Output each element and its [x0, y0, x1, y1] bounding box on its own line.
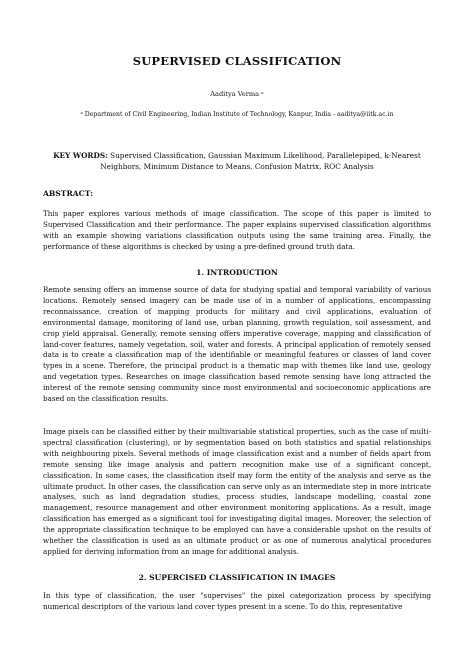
- section-2-paragraph-1: In this type of classification, the user "supervises" the pixel categorization process by specifying numerical descriptors of the various land cover types present in a scene. To do this, representative: [43, 591, 431, 611]
- keywords-label: KEY WORDS:: [53, 151, 108, 160]
- abstract-heading: ABSTRACT:: [43, 189, 93, 198]
- section-2-heading: 2. SUPERCISED CLASSIFICATION IN IMAGES: [138, 573, 336, 582]
- author-line: Aaditya Verma ᵃ: [210, 90, 264, 98]
- section-1-paragraph-1: Remote sensing offers an immense source of data for studying spatial and temporal variability of various locations. Remotely sensed imagery can be made use of in a number of applications, encompassing reconnaissance, creation of mapping products for military and civil applications, evaluation of environmental damage, monitoring of land use, urban planning, growth regulation, soil assessment, and crop yield appraisal. Generally, remote sensing offers imperative coverage, mapping and classification of land-cover features, namely vegetation, soil, water and forests. A principal application of remotely sensed data is to create a classification map of the identifiable or meaningful features or classes of land cover types in a scene. Therefore, the principal product is a thematic map with themes like land use, geology and vegetation types. Researches on image classification based remote sensing have long attracted the interest of the remote sensing community since most environmental and socioeconomic applications are based on the classification results.: [43, 285, 431, 404]
- abstract-text: This paper explores various methods of image classification. The scope of this paper is limited to Supervised Classification and their performance. The paper explains supervised classification algorithms with an example showing variations classification outputs using the same training area. Finally, the performance of these algorithms is checked by using a pre-defined ground truth data.: [43, 209, 431, 251]
- section-1-paragraph-2: Image pixels can be classified either by their multivariable statistical properties, such as the case of multi-spectral classification (clustering), or by segmentation based on both statistics and spatial relationships with neighbouring pixels. Several methods of image classification exist and a number of fields apart from remote sensing like image analysis and pattern recognition make use of a significant concept, classification. In some cases, the classification itself may form the entity of the analysis and serve as the ultimate product. In other cases, the classification can serve only as an intermediate step in more intricate analyses, such as land degradation studies, process studies, landscape modelling, coastal zone management, resource management and other environment monitoring applications. As a result, image classification has emerged as a significant tool for investigating digital images. Moreover, the selection of the appropriate classification technique to be employed can have a considerable upshot on the results of whether the classification is used as an ultimate product or as one of numerous analytical procedures applied for deriving information from an image for additional analysis.: [43, 427, 431, 556]
- keywords-block: [43, 151, 431, 172]
- keywords-text: Supervised Classification, Gaussian Maximum Likelihood, Parallelepiped, k-Nearest Neighbors, Minimum Distance to Means, Confusion Matrix, ROC Analysis: [100, 151, 421, 171]
- paper-title: SUPERVISED CLASSIFICATION: [132, 54, 342, 68]
- affiliation-line: ᵃ Department of Civil Engineering, Indian Institute of Technology, Kanpur, India - aaditya@iitk.ac.in: [80, 111, 394, 118]
- section-1-heading: 1. INTRODUCTION: [196, 268, 278, 277]
